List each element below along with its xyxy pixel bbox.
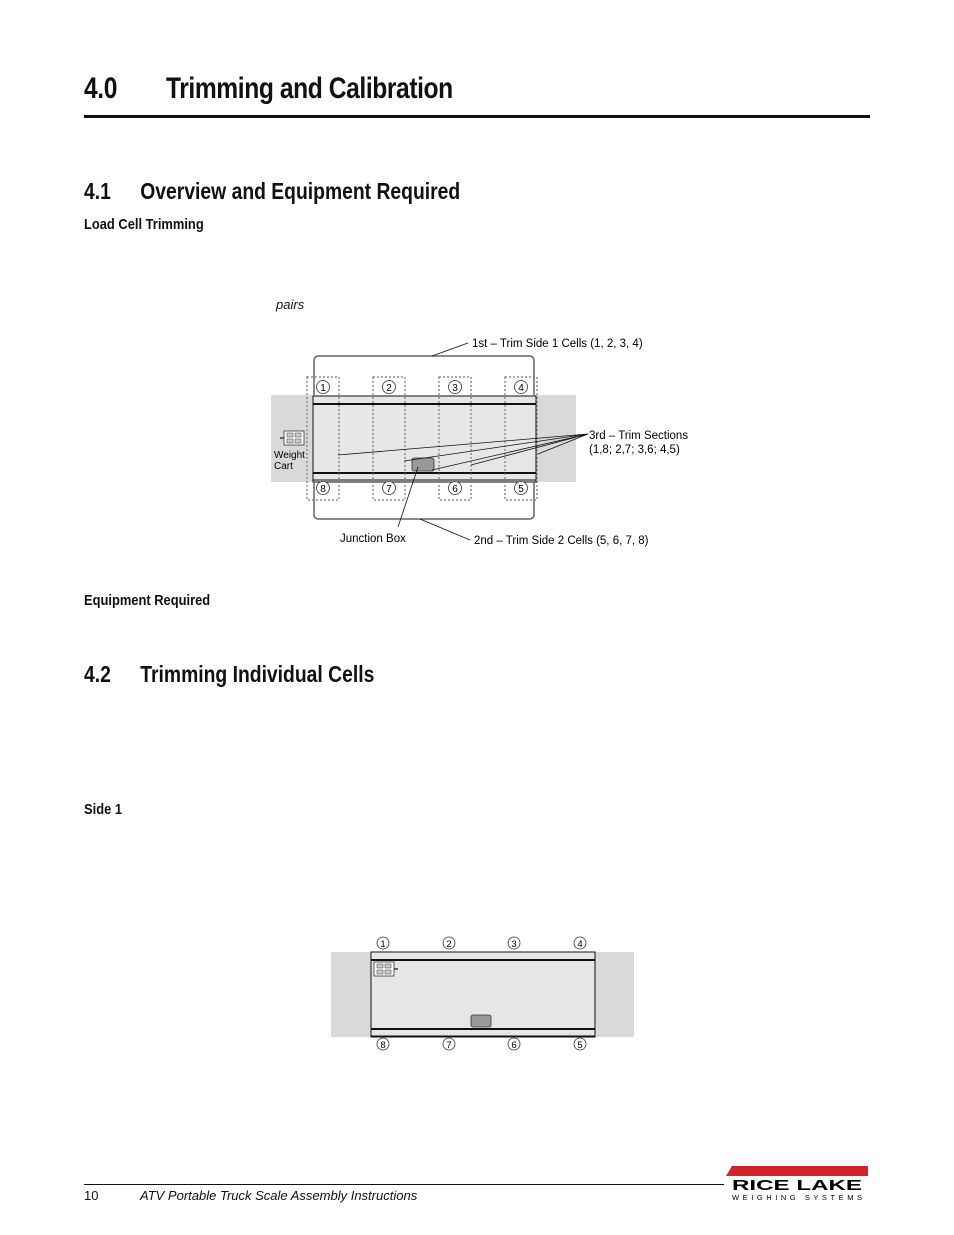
logo-wordmark: RICE LAKE: [732, 1177, 862, 1194]
subheading-load-cell-trimming: Load Cell Trimming: [84, 216, 204, 233]
cell-label: 8: [380, 1040, 386, 1051]
cell-marker-4: [574, 937, 586, 950]
cell-label: 7: [446, 1040, 452, 1051]
leader-side2: [420, 519, 470, 540]
cell-marker-8: [317, 482, 330, 496]
subheading-side1: Side 1: [84, 801, 123, 818]
cell-marker-1: [377, 937, 389, 950]
section-number: 4.1: [84, 178, 111, 204]
weight-cart-icon: [280, 431, 304, 445]
logo-tagline: WEIGHING SYSTEMS: [732, 1193, 862, 1202]
cell-marker-1: [317, 381, 330, 395]
cell-label: 1: [320, 383, 326, 394]
cell-label: 7: [386, 484, 392, 495]
weight-cart-icon: [374, 962, 398, 976]
chapter-number: 4.0: [84, 72, 117, 105]
footer-rule: [84, 1184, 724, 1185]
cell-label: 6: [452, 484, 458, 495]
cell-label: 5: [518, 484, 524, 495]
chapter-title: Trimming and Calibration: [166, 72, 453, 105]
ground-left: [331, 952, 372, 1037]
cell-marker-5: [574, 1038, 586, 1051]
cell-label: 5: [577, 1040, 583, 1051]
cell-marker-8: [377, 1038, 389, 1051]
cell-label: 3: [511, 939, 517, 950]
leader-side1: [432, 343, 468, 356]
callout-side1: 1st – Trim Side 1 Cells (1, 2, 3, 4): [472, 338, 643, 350]
cell-marker-6: [508, 1038, 520, 1051]
chapter-heading: [84, 72, 453, 106]
cell-marker-3: [508, 937, 520, 950]
section-heading-4-2: [84, 661, 374, 688]
junction-box-icon: [471, 1015, 491, 1027]
junction-box-icon: [412, 458, 434, 471]
cell-label: 1: [380, 939, 386, 950]
weight-cart-label-1: Weight: [274, 450, 305, 461]
cell-marker-2: [383, 381, 396, 395]
rice-lake-logo: [726, 1166, 868, 1202]
subheading-equipment-required: Equipment Required: [84, 592, 211, 609]
document-title: ATV Portable Truck Scale Assembly Instructions: [140, 1188, 418, 1203]
trim-sequence-diagram: [262, 330, 722, 555]
weight-cart-label-2: Cart: [274, 461, 293, 472]
body-fragment-pairs: pairs: [276, 297, 305, 312]
cell-label: 3: [452, 383, 458, 394]
cell-label: 4: [577, 939, 583, 950]
callout-side2: 2nd – Trim Side 2 Cells (5, 6, 7, 8): [474, 535, 649, 547]
section-number: 4.2: [84, 661, 111, 687]
side1-group-bracket: [314, 356, 534, 396]
cell-marker-7: [443, 1038, 455, 1051]
side2-group-bracket: [314, 482, 534, 519]
cell-label: 6: [511, 1040, 517, 1051]
cell-label: 8: [320, 484, 326, 495]
callout-junction: Junction Box: [340, 533, 406, 545]
side1-trim-diagram: [325, 930, 640, 1055]
page-number: 10: [84, 1188, 99, 1203]
cell-marker-5: [515, 482, 528, 496]
cell-marker-2: [443, 937, 455, 950]
section-title: Trimming Individual Cells: [140, 661, 375, 687]
cell-marker-6: [449, 482, 462, 496]
cell-label: 4: [518, 383, 524, 394]
cell-marker-7: [383, 482, 396, 496]
cell-marker-3: [449, 381, 462, 395]
ground-right: [594, 952, 634, 1037]
cell-label: 2: [386, 383, 392, 394]
callout-sections-2: (1,8; 2,7; 3,6; 4,5): [589, 444, 680, 456]
cell-label: 2: [446, 939, 452, 950]
cell-marker-4: [515, 381, 528, 395]
section-title: Overview and Equipment Required: [140, 178, 461, 204]
heading-rule: [84, 115, 870, 118]
callout-sections-1: 3rd – Trim Sections: [589, 430, 689, 442]
section-heading-4-1: [84, 178, 460, 205]
